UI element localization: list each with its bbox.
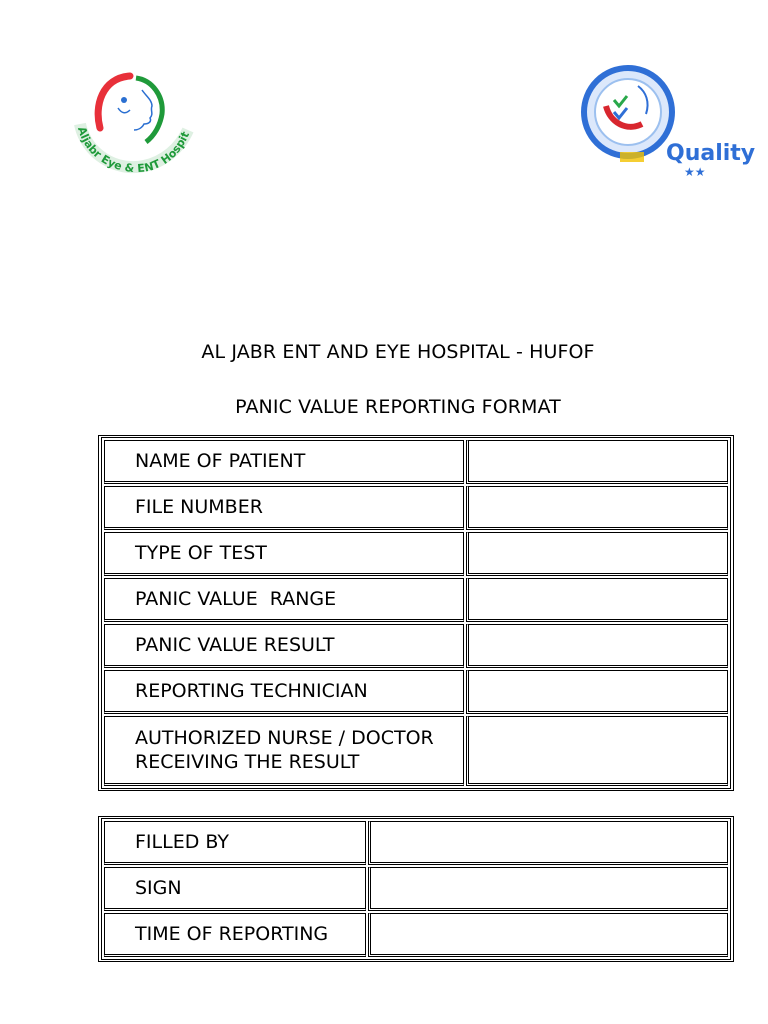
file-number-field[interactable] xyxy=(466,486,728,530)
name-of-patient-field[interactable] xyxy=(466,440,728,484)
time-of-reporting-field[interactable] xyxy=(368,913,728,957)
reporting-technician-field[interactable] xyxy=(466,670,728,714)
hospital-logo-text: Aljabr Eye & ENT Hospit xyxy=(75,125,193,176)
table-row xyxy=(104,624,728,668)
hospital-logo xyxy=(72,66,196,186)
hospital-name: AL JABR ENT AND EYE HOSPITAL - HUFOF xyxy=(201,341,595,363)
row-label: PANIC VALUE RANGE xyxy=(104,578,464,622)
row-label: FILLED BY xyxy=(104,821,366,865)
table-row xyxy=(104,821,728,865)
row-label-line: RECEIVING THE RESULT xyxy=(135,751,360,773)
table-row xyxy=(104,716,728,786)
panic-value-result-field[interactable] xyxy=(466,624,728,668)
svg-text:Aljabr Eye & ENT Hospital xyxy=(72,66,192,175)
row-label: NAME OF PATIENT xyxy=(104,440,464,484)
table-row xyxy=(104,486,728,530)
filled-by-field[interactable] xyxy=(368,821,728,865)
table-row xyxy=(104,670,728,714)
table-row xyxy=(104,867,728,911)
row-label: PANIC VALUE RESULT xyxy=(104,624,464,668)
quality-logo-text: Quality xyxy=(666,141,756,166)
row-label: FILE NUMBER xyxy=(104,486,464,530)
hospital-logo-icon xyxy=(72,66,196,186)
table-row xyxy=(104,913,728,957)
row-label xyxy=(104,716,464,786)
table-row xyxy=(104,440,728,484)
panic-value-range-field[interactable] xyxy=(466,578,728,622)
table-row xyxy=(104,578,728,622)
type-of-test-field[interactable] xyxy=(466,532,728,576)
authorized-receiver-field[interactable] xyxy=(466,716,728,786)
signature-table xyxy=(98,816,734,962)
row-label-line: AUTHORIZED NURSE / DOCTOR xyxy=(135,727,434,749)
quality-logo-icon xyxy=(580,52,756,182)
form-title: PANIC VALUE REPORTING FORMAT xyxy=(235,396,561,418)
row-label: SIGN xyxy=(104,867,366,911)
star-icon: ★★ xyxy=(684,165,706,179)
row-label: TIME OF REPORTING xyxy=(104,913,366,957)
sign-field[interactable] xyxy=(368,867,728,911)
quality-logo xyxy=(580,52,756,182)
table-row xyxy=(104,532,728,576)
report-table xyxy=(98,435,734,791)
row-label: REPORTING TECHNICIAN xyxy=(104,670,464,714)
row-label: TYPE OF TEST xyxy=(104,532,464,576)
